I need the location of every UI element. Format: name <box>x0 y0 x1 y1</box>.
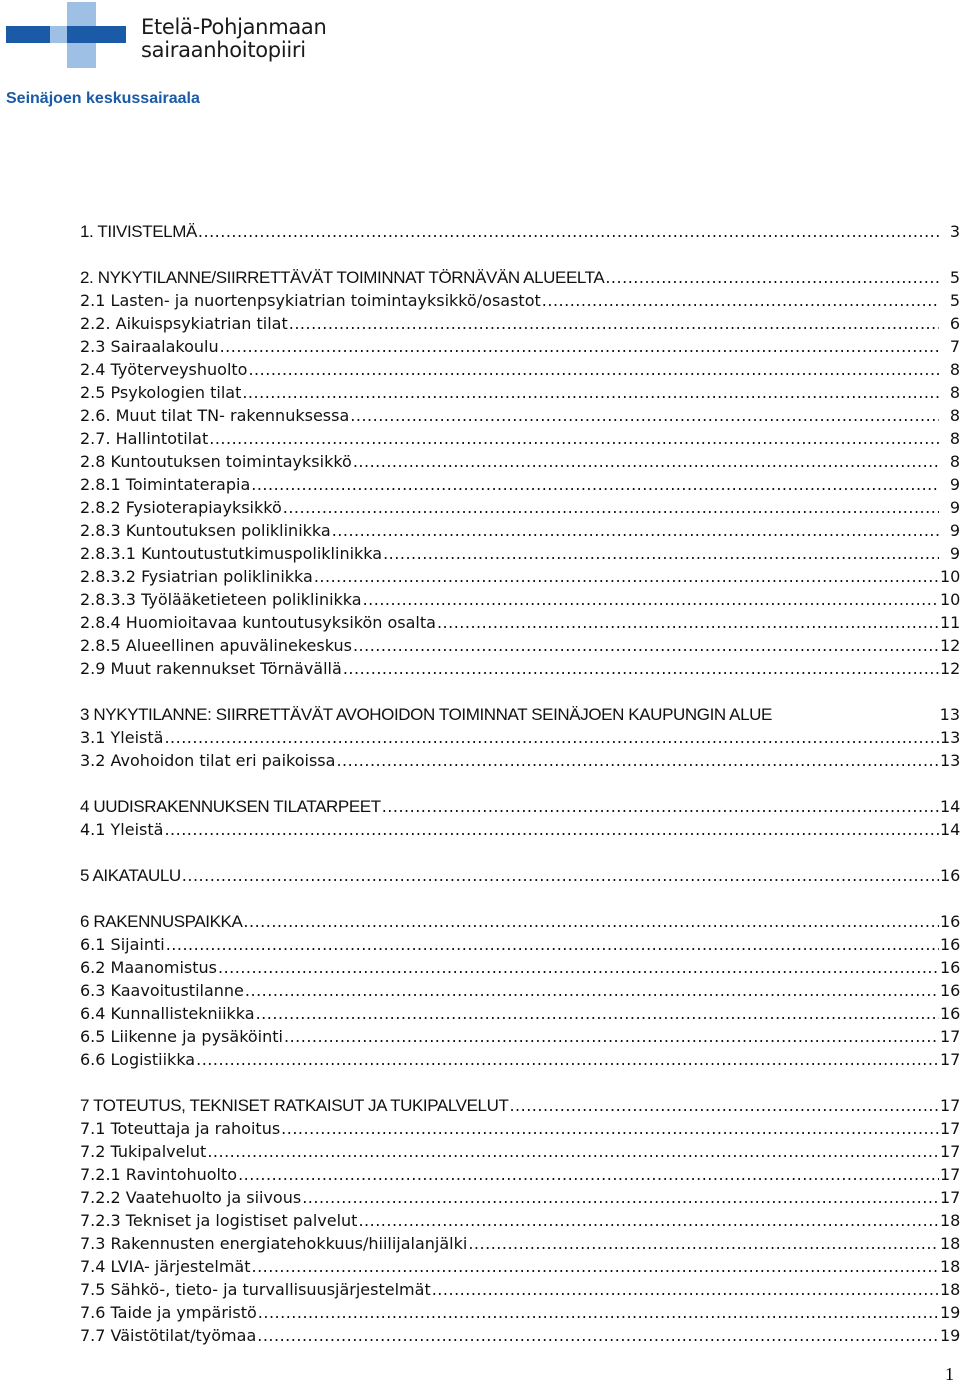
toc-entry-title: 7.3 Rakennusten energiatehokkuus/hiilijalanjälki <box>80 1234 468 1253</box>
toc-entry-page: 10 <box>940 590 960 609</box>
toc-leader-dots <box>251 475 939 494</box>
toc-entry-page: 16 <box>940 981 960 1000</box>
toc-leader-dots <box>343 659 939 678</box>
toc-entry[interactable] <box>80 1004 960 1027</box>
toc-entry[interactable] <box>80 912 960 935</box>
toc-entry[interactable] <box>80 360 960 383</box>
toc-entry-page: 9 <box>949 498 960 517</box>
logo-line-2: sairaanhoitopiiri <box>141 38 306 62</box>
toc-entry[interactable] <box>80 636 960 659</box>
toc-entry-page: 18 <box>940 1211 960 1230</box>
toc-leader-dots <box>336 751 939 770</box>
toc-entry[interactable] <box>80 1280 960 1303</box>
toc-entry[interactable] <box>80 383 960 406</box>
toc-entry-page: 12 <box>940 659 960 678</box>
toc-entry-title: 7.2.3 Tekniset ja logistiset palvelut <box>80 1211 358 1230</box>
toc-leader-dots <box>350 406 939 425</box>
toc-leader-dots <box>283 498 939 517</box>
logo-line-1: Etelä-Pohjanmaan <box>141 15 327 39</box>
toc-leader-dots <box>353 636 939 655</box>
toc-entry-page: 17 <box>940 1050 960 1069</box>
toc-entry[interactable] <box>80 1165 960 1188</box>
toc-entry-page: 3 <box>949 222 960 241</box>
toc-entry[interactable] <box>80 1211 960 1234</box>
toc-entry-page: 17 <box>940 1165 960 1184</box>
toc-entry-title: 2.8.1 Toimintaterapia <box>80 475 251 494</box>
toc-leader-dots <box>242 383 939 402</box>
toc-leader-dots <box>198 222 939 241</box>
toc-leader-dots <box>258 1303 939 1322</box>
toc-entry-page: 8 <box>949 406 960 425</box>
toc-entry-page: 14 <box>940 797 960 816</box>
unit-title: Seinäjoen keskussairaala <box>6 90 200 107</box>
toc-entry-title: 6.6 Logistiikka <box>80 1050 196 1069</box>
toc-leader-dots <box>432 1280 939 1299</box>
toc-entry[interactable] <box>80 337 960 360</box>
toc-entry-page: 14 <box>940 820 960 839</box>
toc-leader-dots <box>302 1188 939 1207</box>
toc-leader-dots <box>382 797 939 816</box>
toc-leader-dots <box>164 728 939 747</box>
toc-entry-title: 2.2. Aikuispsykiatrian tilat <box>80 314 288 333</box>
toc-leader-dots <box>164 820 939 839</box>
toc-leader-dots <box>353 452 939 471</box>
toc-leader-dots <box>196 1050 939 1069</box>
toc-entry-page: 9 <box>949 544 960 563</box>
toc-entry[interactable] <box>80 1326 960 1349</box>
toc-entry[interactable] <box>80 1188 960 1211</box>
toc-entry-page: 17 <box>940 1119 960 1138</box>
toc-entry-page: 16 <box>940 958 960 977</box>
toc-entry-title: 2.8.3.1 Kuntoutustutkimuspoliklinikka <box>80 544 383 563</box>
toc-entry-title: 4 UUDISRAKENNUKSEN TILATARPEET <box>80 797 381 816</box>
toc-entry-page: 8 <box>949 360 960 379</box>
toc-entry[interactable] <box>80 222 960 245</box>
toc-entry[interactable] <box>80 291 960 314</box>
toc-entry-page: 19 <box>940 1303 960 1322</box>
toc-entry[interactable] <box>80 1234 960 1257</box>
toc-entry[interactable] <box>80 429 960 452</box>
toc-entry-page: 8 <box>949 452 960 471</box>
toc-entry-page: 13 <box>940 728 960 747</box>
toc-entry-title: 6.2 Maanomistus <box>80 958 217 977</box>
toc-entry[interactable] <box>80 544 960 567</box>
toc-entry-title: 7.4 LVIA- järjestelmät <box>80 1257 251 1276</box>
toc-leader-dots <box>605 268 939 287</box>
toc-entry-title: 6.3 Kaavoitustilanne <box>80 981 244 1000</box>
toc-entry[interactable] <box>80 797 960 820</box>
toc-entry-title: 2.1 Lasten- ja nuortenpsykiatrian toimintayksikkö/osastot <box>80 291 541 310</box>
toc-leader-dots <box>358 1211 939 1230</box>
toc-entry[interactable] <box>80 406 960 429</box>
toc-entry-title: 2.7. Hallintotilat <box>80 429 209 448</box>
toc-entry-title: 2.8 Kuntoutuksen toimintayksikkö <box>80 452 352 471</box>
toc-entry-title: 7 TOTEUTUS, TEKNISET RATKAISUT JA TUKIPALVELUT <box>80 1096 509 1115</box>
toc-entry-page: 16 <box>940 866 960 885</box>
toc-entry-page: 13 <box>940 751 960 770</box>
toc-entry[interactable] <box>80 820 960 843</box>
toc-entry[interactable] <box>80 452 960 475</box>
toc-entry[interactable] <box>80 751 960 774</box>
toc-leader-dots <box>166 935 939 954</box>
toc-entry-title: 7.2.2 Vaatehuolto ja siivous <box>80 1188 302 1207</box>
toc-leader-dots <box>257 1326 939 1345</box>
toc-entry-title: 7.2 Tukipalvelut <box>80 1142 207 1161</box>
toc-leader-dots <box>209 429 939 448</box>
toc-entry-title: 2.5 Psykologien tilat <box>80 383 242 402</box>
toc-entry-page: 16 <box>940 1004 960 1023</box>
toc-entry-page: 16 <box>940 935 960 954</box>
toc-entry-title: 5 AIKATAULU <box>80 866 181 885</box>
toc-entry-page: 8 <box>949 383 960 402</box>
toc-entry-title: 2. NYKYTILANNE/SIIRRETTÄVÄT TOIMINNAT TÖRNÄVÄN ALUEELTA <box>80 268 605 287</box>
toc-entry[interactable] <box>80 728 960 751</box>
toc-entry[interactable] <box>80 866 960 889</box>
toc-entry[interactable] <box>80 958 960 981</box>
toc-leader-dots <box>284 1027 939 1046</box>
toc-entry-title: 3.1 Yleistä <box>80 728 164 747</box>
toc-entry-page: 18 <box>940 1280 960 1299</box>
toc-entry-page: 17 <box>940 1096 960 1115</box>
toc-entry-page: 12 <box>940 636 960 655</box>
toc-leader-dots <box>468 1234 939 1253</box>
toc-entry[interactable] <box>80 705 960 728</box>
toc-entry-title: 6.1 Sijainti <box>80 935 165 954</box>
toc-leader-dots <box>245 981 939 1000</box>
toc-entry[interactable] <box>80 590 960 613</box>
toc-entry[interactable] <box>80 268 960 291</box>
toc-entry-title: 6 RAKENNUSPAIKKA <box>80 912 243 931</box>
toc-leader-dots <box>437 613 939 632</box>
toc-entry[interactable] <box>80 935 960 958</box>
toc-entry-page: 9 <box>949 521 960 540</box>
toc-entry-page: 10 <box>940 567 960 586</box>
table-of-contents <box>80 0 960 1390</box>
toc-entry-title: 2.9 Muut rakennukset Törnävällä <box>80 659 342 678</box>
toc-entry-title: 2.4 Työterveyshuolto <box>80 360 248 379</box>
toc-entry-title: 2.6. Muut tilat TN- rakennuksessa <box>80 406 350 425</box>
toc-entry-title: 6.4 Kunnallistekniikka <box>80 1004 255 1023</box>
toc-leader-dots <box>218 958 939 977</box>
toc-entry-page: 6 <box>949 314 960 333</box>
toc-leader-dots <box>314 567 939 586</box>
toc-entry-title: 6.5 Liikenne ja pysäköinti <box>80 1027 283 1046</box>
toc-entry[interactable] <box>80 498 960 521</box>
toc-leader-dots <box>256 1004 939 1023</box>
toc-leader-dots <box>281 1119 939 1138</box>
toc-leader-dots <box>289 314 939 333</box>
toc-entry-title: 7.2.1 Ravintohuolto <box>80 1165 238 1184</box>
toc-entry[interactable] <box>80 1142 960 1165</box>
page-number: 1 <box>945 1364 954 1384</box>
toc-entry-page: 17 <box>940 1027 960 1046</box>
toc-entry[interactable] <box>80 613 960 636</box>
toc-leader-dots <box>542 291 939 310</box>
toc-leader-dots <box>251 1257 939 1276</box>
toc-entry-page: 5 <box>949 291 960 310</box>
toc-leader-dots <box>509 1096 939 1115</box>
toc-leader-dots <box>238 1165 939 1184</box>
toc-entry[interactable] <box>80 314 960 337</box>
toc-entry[interactable] <box>80 1257 960 1280</box>
toc-entry[interactable] <box>80 1050 960 1073</box>
toc-leader-dots <box>248 360 939 379</box>
toc-leader-dots <box>220 337 939 356</box>
toc-entry-page: 5 <box>949 268 960 287</box>
toc-leader-dots <box>363 590 939 609</box>
toc-entry[interactable] <box>80 475 960 498</box>
toc-entry-title: 7.7 Väistötilat/työmaa <box>80 1326 257 1345</box>
toc-entry-title: 2.8.4 Huomioitavaa kuntoutusyksikön osalta <box>80 613 436 632</box>
toc-entry-title: 2.8.5 Alueellinen apuvälinekeskus <box>80 636 352 655</box>
toc-entry-title: 3.2 Avohoidon tilat eri paikoissa <box>80 751 336 770</box>
toc-entry-page: 9 <box>949 475 960 494</box>
toc-entry-title: 7.5 Sähkö-, tieto- ja turvallisuusjärjestelmät <box>80 1280 431 1299</box>
toc-entry[interactable] <box>80 1119 960 1142</box>
toc-entry-title: 7.1 Toteuttaja ja rahoitus <box>80 1119 281 1138</box>
toc-entry-title: 2.8.3.2 Fysiatrian poliklinikka <box>80 567 313 586</box>
toc-entry[interactable] <box>80 981 960 1004</box>
toc-entry-page: 18 <box>940 1257 960 1276</box>
toc-entry-title: 2.8.3 Kuntoutuksen poliklinikka <box>80 521 331 540</box>
toc-entry-page: 11 <box>940 613 960 632</box>
toc-entry-title: 2.3 Sairaalakoulu <box>80 337 219 356</box>
toc-leader-dots <box>332 521 939 540</box>
toc-entry-title: 2.8.2 Fysioterapiayksikkö <box>80 498 282 517</box>
toc-leader-dots <box>383 544 939 563</box>
toc-entry-title: 4.1 Yleistä <box>80 820 164 839</box>
toc-entry-page: 13 <box>939 705 960 724</box>
toc-entry[interactable] <box>80 567 960 590</box>
toc-entry-title: 2.8.3.3 Työlääketieteen poliklinikka <box>80 590 362 609</box>
toc-entry[interactable] <box>80 659 960 682</box>
toc-entry-title: 7.6 Taide ja ympäristö <box>80 1303 257 1322</box>
toc-entry-page: 7 <box>949 337 960 356</box>
toc-entry-page: 8 <box>949 429 960 448</box>
toc-entry[interactable] <box>80 1027 960 1050</box>
toc-entry[interactable] <box>80 1303 960 1326</box>
toc-entry-page: 17 <box>940 1188 960 1207</box>
toc-leader-dots <box>182 866 939 885</box>
toc-entry-title: 3 NYKYTILANNE: SIIRRETTÄVÄT AVOHOIDON TOIMINNAT SEINÄJOEN KAUPUNGIN ALUE <box>80 705 772 724</box>
toc-leader-dots <box>207 1142 939 1161</box>
toc-entry-page: 18 <box>940 1234 960 1253</box>
toc-entry[interactable] <box>80 1096 960 1119</box>
toc-entry-page: 17 <box>940 1142 960 1161</box>
toc-entry-page: 16 <box>940 912 960 931</box>
toc-leader-dots <box>243 912 939 931</box>
toc-entry-page: 19 <box>940 1326 960 1345</box>
toc-entry[interactable] <box>80 521 960 544</box>
toc-entry-title: 1. TIIVISTELMÄ <box>80 222 197 241</box>
